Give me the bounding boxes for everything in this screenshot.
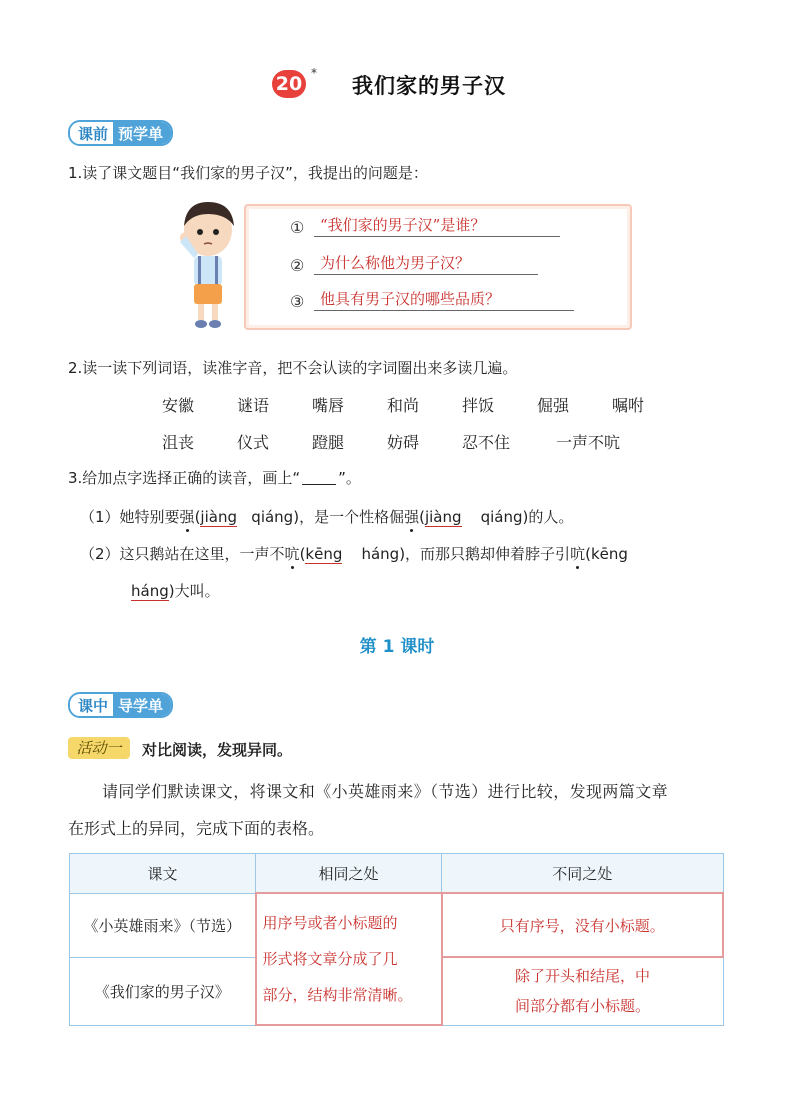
page-title: 我们家的男子汉 [352, 74, 506, 98]
same-line: 形式将文章分成了几 [262, 950, 398, 968]
q3-text-before: 3.给加点字选择正确的读音，画上“ [68, 469, 301, 487]
pinyin-option-selected[interactable]: háng [131, 582, 169, 600]
word-item: 妨碍 [387, 433, 420, 452]
answer-number: ② [290, 256, 305, 275]
word-item: 仪式 [237, 433, 270, 452]
lesson-number-badge: 20 [272, 70, 306, 98]
sentence-text: ，而那只鹅却伸着脖子引 [405, 545, 571, 563]
dotted-char: 强 [179, 508, 195, 526]
tag-left: 课中 [70, 695, 113, 716]
tag-left: 课前 [70, 123, 113, 144]
instruction-line-2: 在形式上的异同，完成下面的表格。 [68, 819, 325, 838]
sentence-text: （2）这只鹅站在这里，一声不 [80, 545, 285, 563]
q3-sentence-2: （2）这只鹅站在这里，一声不吭(kēng háng)，而那只鹅却伸着脖子引吭(kēng [80, 545, 628, 563]
word-item: 忍不住 [462, 433, 511, 452]
word-item: 和尚 [387, 396, 420, 415]
diff-line: 除了开头和结尾，中 [514, 967, 650, 986]
underline-sample [302, 484, 336, 485]
activity-title: 对比阅读，发现异同。 [142, 741, 293, 759]
q1-answer-1[interactable] [290, 214, 560, 237]
comparison-table [69, 853, 724, 1026]
table-header: 相同之处 [256, 854, 442, 894]
pinyin-option-selected[interactable]: kēng [305, 545, 343, 563]
dotted-char: 吭 [570, 545, 586, 563]
dotted-char: 强 [404, 508, 420, 526]
question-2: 2.读一读下列词语，读准字音，把不会认读的字词圈出来多读几遍。 [68, 359, 518, 377]
in-class-tag [68, 692, 173, 718]
pinyin-option[interactable]: háng [361, 545, 400, 563]
word-item: 拌饭 [462, 396, 495, 415]
word-item: 沮丧 [162, 433, 195, 452]
sentence-text: （1）她特别要 [80, 508, 180, 526]
table-header-row [70, 854, 724, 894]
word-item: 蹬腿 [312, 433, 345, 452]
tag-right: 预学单 [113, 122, 171, 144]
answer-number: ① [290, 218, 305, 237]
table-cell-diff[interactable]: 只有序号，没有小标题。 [442, 893, 724, 957]
dotted-char: 吭 [284, 545, 300, 563]
pinyin-option[interactable]: qiáng [251, 508, 294, 526]
boy-illustration-icon [174, 196, 240, 332]
pinyin-option-selected[interactable]: jiàng [200, 508, 237, 526]
table-cell-text: 《我们家的男子汉》 [70, 957, 256, 1025]
diff-line: 间部分都有小标题。 [514, 997, 650, 1016]
word-item: 嘱咐 [612, 396, 645, 415]
same-line: 用序号或者小标题的 [262, 914, 398, 932]
q3-sentence-2-cont: háng)大叫。 [131, 582, 220, 600]
lesson-period-heading: 第 1 课时 [359, 637, 435, 657]
table-cell-diff[interactable] [442, 957, 724, 1025]
sentence-text: ，是一个性格倔 [299, 508, 405, 526]
word-item: 一声不吭 [556, 433, 621, 452]
word-item: 安徽 [162, 396, 195, 415]
same-line: 部分，结构非常清晰。 [262, 986, 413, 1004]
instruction-line-1: 请同学们默读课文，将课文和《小英雄雨来》（节选）进行比较，发现两篇文章 [102, 782, 669, 801]
activity-label: 活动一 [68, 737, 130, 759]
pre-class-tag [68, 120, 173, 146]
q1-answer-2[interactable] [290, 252, 538, 275]
answer-text: 为什么称他为男子汉？ [314, 252, 538, 275]
q3-sentence-1: （1）她特别要强(jiàng qiáng)，是一个性格倔强(jiàng qiáng)的人。 [80, 508, 574, 526]
table-row [70, 893, 724, 957]
word-item: 嘴唇 [312, 396, 345, 415]
word-item: 谜语 [237, 396, 270, 415]
pinyin-option-selected[interactable]: jiàng [424, 508, 462, 526]
pinyin-option[interactable]: qiáng [480, 508, 523, 526]
q3-text-after: ”。 [338, 469, 361, 487]
answer-number: ③ [290, 292, 305, 311]
answer-text: 他具有男子汉的哪些品质？ [314, 288, 574, 311]
table-cell-same[interactable] [256, 893, 442, 1025]
pinyin-option[interactable]: kēng [590, 545, 628, 563]
answer-text: “我们家的男子汉”是谁？ [314, 214, 560, 237]
sentence-text: 大叫。 [174, 582, 220, 600]
q1-answer-3[interactable] [290, 288, 574, 311]
table-header: 课文 [70, 854, 256, 894]
question-1: 1.读了课文题目“我们家的男子汉”，我提出的问题是： [68, 164, 428, 182]
lesson-mark: * [311, 66, 317, 80]
sentence-text: 的人。 [528, 508, 574, 526]
table-header: 不同之处 [442, 854, 724, 894]
table-cell-text: 《小英雄雨来》（节选） [70, 893, 256, 957]
tag-right: 导学单 [113, 694, 171, 716]
word-item: 倔强 [537, 396, 570, 415]
question-3 [68, 467, 361, 488]
